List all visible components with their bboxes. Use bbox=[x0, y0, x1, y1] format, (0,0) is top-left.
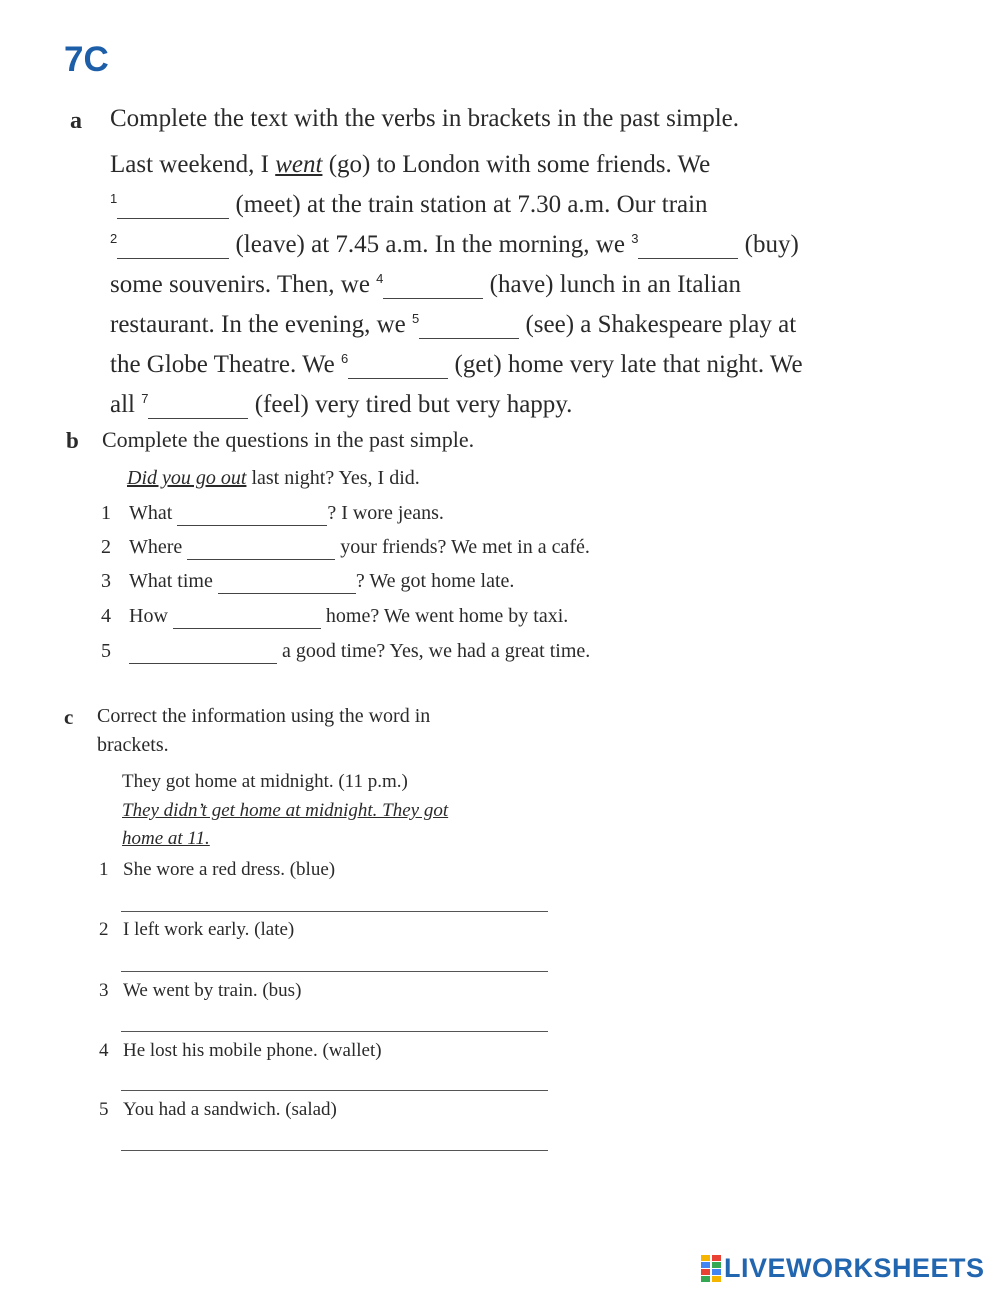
gap-7-input[interactable] bbox=[148, 396, 248, 419]
text-line-3 bbox=[110, 222, 803, 262]
text-line-4 bbox=[110, 262, 803, 302]
question-2 bbox=[101, 536, 590, 560]
gap-number-5: 5 bbox=[411, 311, 420, 326]
question-text: What bbox=[129, 502, 178, 524]
text-segment: Last weekend, I bbox=[110, 151, 276, 178]
text-segment: all bbox=[110, 391, 142, 418]
logo-block-blue bbox=[701, 1276, 710, 1282]
question-text: a good time? Yes, we had a great time. bbox=[277, 640, 591, 662]
section-a-text bbox=[110, 148, 803, 422]
example-answer-went: went bbox=[275, 151, 323, 178]
logo-block-yellow bbox=[701, 1255, 710, 1261]
text-line-7 bbox=[110, 382, 803, 422]
gap-number-4: 4 bbox=[376, 271, 384, 286]
gap-number-3: 3 bbox=[631, 231, 639, 246]
gap-6-input[interactable] bbox=[348, 356, 448, 379]
correction-5-input[interactable] bbox=[121, 1126, 548, 1151]
correction-1-input[interactable] bbox=[121, 887, 548, 912]
question-number: 2 bbox=[101, 536, 111, 558]
text-segment: restaurant. In the evening, we bbox=[110, 311, 412, 338]
text-segment: some souvenirs. Then, we bbox=[110, 271, 377, 298]
question-number: 1 bbox=[101, 502, 111, 524]
section-a-letter: a bbox=[70, 108, 82, 134]
question-text: Where bbox=[129, 536, 188, 558]
question-4-input[interactable] bbox=[173, 606, 321, 629]
example-rest: last night? Yes, I did. bbox=[246, 467, 420, 489]
logo-block-blue bbox=[712, 1262, 721, 1268]
text-segment: the Globe Theatre. We bbox=[110, 351, 342, 378]
logo-block-yellow bbox=[712, 1276, 721, 1282]
text-line-6 bbox=[110, 342, 803, 382]
item-text: You had a sandwich. (salad) bbox=[123, 1099, 337, 1120]
example-answer: Did you go out bbox=[127, 467, 247, 489]
question-number: 5 bbox=[101, 640, 111, 662]
gap-number-7: 7 bbox=[141, 391, 149, 406]
question-text: your friends? We met in a café. bbox=[335, 536, 590, 558]
logo-block-green bbox=[712, 1269, 721, 1275]
gap-3-input[interactable] bbox=[638, 236, 738, 259]
item-number: 2 bbox=[99, 919, 109, 940]
correction-2-input[interactable] bbox=[121, 947, 548, 972]
text-segment: (see) a Shakespeare play at bbox=[519, 311, 797, 338]
section-a-instruction: Complete the text with the verbs in brackets in the past simple. bbox=[110, 105, 740, 132]
section-b-letter: b bbox=[66, 428, 79, 453]
section-c-letter: c bbox=[64, 705, 74, 729]
liveworksheets-logo-text: LIVEWORKSHEETS bbox=[724, 1253, 985, 1283]
logo-block-red bbox=[701, 1269, 710, 1275]
correction-item-4 bbox=[99, 1040, 382, 1062]
text-line-2 bbox=[110, 182, 803, 222]
question-text: ? We got home late. bbox=[355, 570, 515, 592]
text-segment: (leave) at 7.45 a.m. In the morning, we bbox=[229, 231, 632, 258]
correction-item-5 bbox=[99, 1099, 337, 1121]
question-5 bbox=[101, 640, 590, 664]
correction-item-3 bbox=[99, 980, 301, 1002]
item-number: 5 bbox=[99, 1099, 109, 1120]
correction-item-2 bbox=[99, 919, 294, 941]
unit-heading: 7C bbox=[64, 40, 109, 79]
section-b-example bbox=[127, 467, 420, 490]
text-segment: (get) home very late that night. We bbox=[448, 351, 803, 378]
question-3 bbox=[101, 570, 514, 594]
question-number: 4 bbox=[101, 605, 111, 627]
correction-item-1 bbox=[99, 859, 335, 881]
item-text: He lost his mobile phone. (wallet) bbox=[123, 1040, 382, 1061]
liveworksheets-logo-icon bbox=[701, 1255, 722, 1282]
item-number: 4 bbox=[99, 1040, 109, 1061]
gap-4-input[interactable] bbox=[383, 276, 483, 299]
gap-number-1: 1 bbox=[110, 191, 118, 206]
item-text: I left work early. (late) bbox=[123, 919, 295, 940]
question-2-input[interactable] bbox=[187, 537, 335, 560]
gap-number-2: 2 bbox=[110, 231, 118, 246]
section-c-example-answer-line-2: home at 11. bbox=[122, 828, 210, 849]
question-text: What time bbox=[129, 570, 218, 592]
question-number: 3 bbox=[101, 570, 111, 592]
gap-5-input[interactable] bbox=[419, 316, 519, 339]
logo-block-green bbox=[701, 1262, 710, 1268]
section-c-instruction-line-1: Correct the information using the word in bbox=[97, 705, 431, 727]
item-text: We went by train. (bus) bbox=[123, 980, 302, 1001]
gap-1-input[interactable] bbox=[117, 196, 229, 219]
text-line-1 bbox=[110, 148, 803, 182]
logo-block-red bbox=[712, 1255, 721, 1261]
gap-2-input[interactable] bbox=[117, 236, 229, 259]
text-segment: (feel) very tired but very happy. bbox=[248, 391, 573, 418]
section-c-example-sentence: They got home at midnight. (11 p.m.) bbox=[122, 771, 408, 792]
item-number: 1 bbox=[99, 859, 109, 880]
text-segment: (have) lunch in an Italian bbox=[483, 271, 741, 298]
text-segment: (buy) bbox=[738, 231, 799, 258]
question-5-input[interactable] bbox=[129, 641, 277, 664]
text-line-5 bbox=[110, 302, 803, 342]
question-1 bbox=[101, 502, 444, 526]
section-c-example-answer-line-1: They didn’t get home at midnight. They got bbox=[122, 800, 449, 821]
section-b-instruction: Complete the questions in the past simple. bbox=[102, 427, 475, 452]
question-text: How bbox=[129, 605, 173, 627]
text-segment: (go) to London with some friends. We bbox=[322, 151, 711, 178]
gap-number-6: 6 bbox=[341, 351, 349, 366]
question-text: home? We went home by taxi. bbox=[320, 605, 569, 627]
item-number: 3 bbox=[99, 980, 109, 1001]
text-segment: (meet) at the train station at 7.30 a.m. Our train bbox=[229, 191, 708, 218]
question-3-input[interactable] bbox=[218, 571, 356, 594]
question-1-input[interactable] bbox=[177, 503, 327, 526]
section-c-instruction-line-2: brackets. bbox=[97, 734, 169, 756]
question-4 bbox=[101, 605, 568, 629]
correction-4-input[interactable] bbox=[121, 1066, 548, 1091]
correction-3-input[interactable] bbox=[121, 1007, 548, 1032]
question-text: ? I wore jeans. bbox=[327, 502, 444, 524]
item-text: She wore a red dress. (blue) bbox=[123, 859, 336, 880]
